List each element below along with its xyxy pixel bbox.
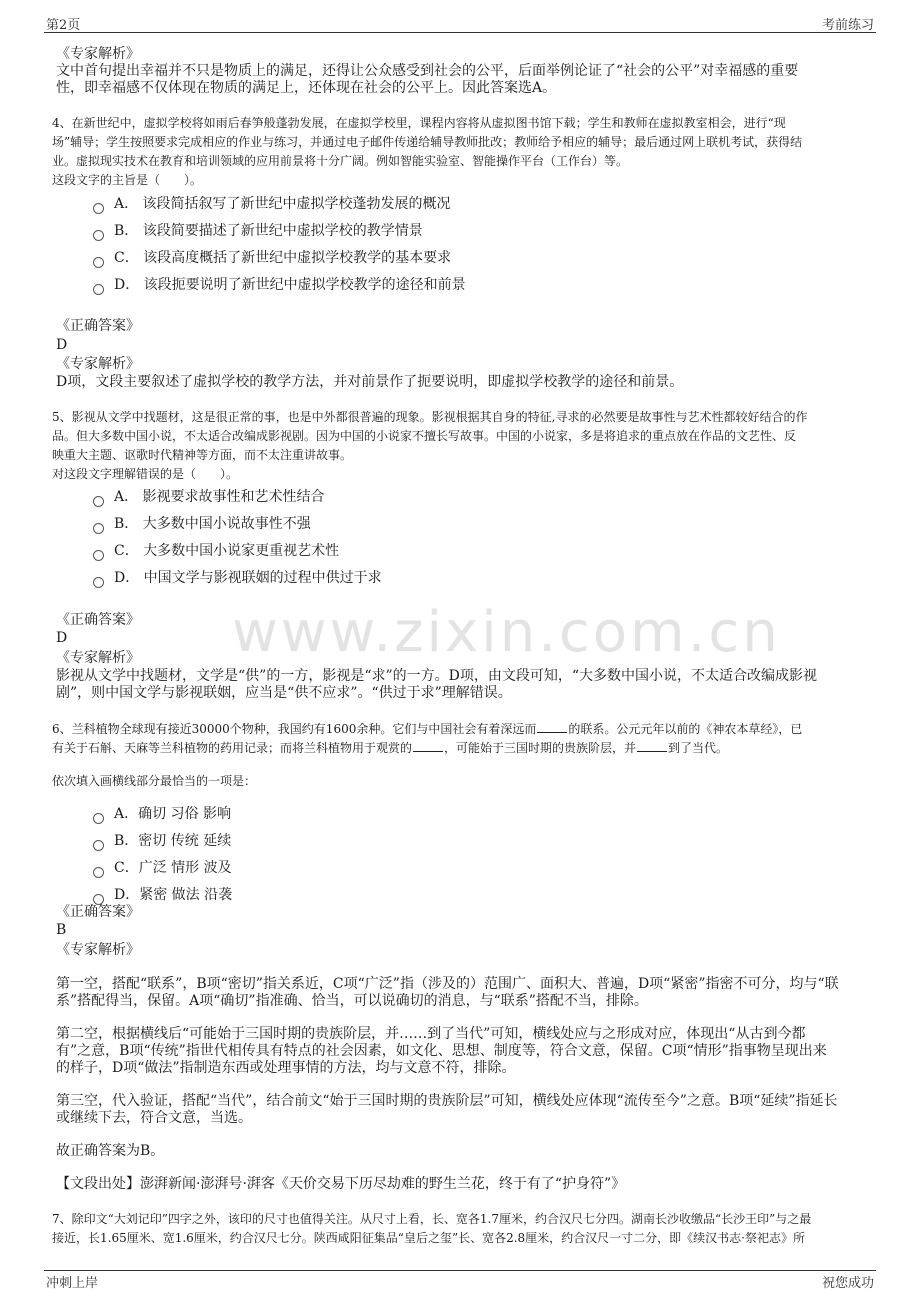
q6-expert-para2: 第二空，根据横线后“可能始于三国时期的贵族阶层，并……到了当代”可知，横线处应与之形成对应，体现出“从古到今都: [56, 1026, 806, 1042]
q6-expert-label: 《专家解析》: [56, 942, 140, 958]
q5-stem-line: 5、影视从文学中找题材，这是很正常的事，也是中外都很普遍的现象。影视根据其自身的特征,寻求的必然要是故事性与艺术性都较好结合的作: [52, 410, 808, 424]
q4-answer-label: 《正确答案》: [56, 318, 140, 334]
q5-question: 对这段文字理解错误的是（ ）。: [52, 467, 239, 481]
q5-answer: D: [56, 630, 68, 646]
q7-stem-line: 接近，长1.65厘米、宽1.6厘米，约合汉尺七分。陕西咸阳征集品“皇后之玺”长、宽各2.8厘米，约合汉尺一寸二分，即《续汉书志·祭祀志》所: [52, 1231, 805, 1245]
q5-stem-line: 品。但大多数中国小说，不太适合改编成影视剧。因为中国的小说家不擅长写故事。中国的小说家，多是将追求的重点放在作品的文艺性、反: [52, 429, 797, 443]
q4-option-d[interactable]: D． 该段扼要说明了新世纪中虚拟学校教学的途径和前景: [114, 277, 466, 293]
q6-option-b[interactable]: B．密切 传统 延续: [114, 833, 232, 849]
q5-option-c-radio[interactable]: [93, 550, 104, 561]
q4-option-b-radio[interactable]: [93, 230, 104, 241]
q4-stem-line: 4、在新世纪中，虚拟学校将如雨后春笋般蓬勃发展，在虚拟学校里，课程内容将从虚拟图书馆下载；学生和教师在虚拟教室相会，进行“现: [52, 116, 786, 130]
watermark: www.zixin.com.cn: [232, 600, 781, 665]
q5-answer-label: 《正确答案》: [56, 612, 140, 628]
q4-option-c[interactable]: C． 该段高度概括了新世纪中虚拟学校教学的基本要求: [114, 250, 452, 266]
q6-option-a-radio[interactable]: [93, 813, 104, 824]
q6-answer-label: 《正确答案》: [56, 904, 140, 920]
q4-option-c-radio[interactable]: [93, 257, 104, 268]
blank-3: [637, 738, 667, 752]
q6-option-c-radio[interactable]: [93, 867, 104, 878]
blank-1: [537, 719, 567, 733]
q6-stem-line: 6、兰科植物全球现有接近30000个物种，我国约有1600余种。它们与中国社会有着深远而 的联系。公元元年以前的《神农本草经》，已: [52, 719, 802, 739]
q7-stem-line: 7、除印文“大刘记印”四字之外，该印的尺寸也值得关注。从尺寸上看，长、宽各1.7厘米，约合汉尺七分四。湖南长沙收缴品“长沙王印”与之最: [52, 1212, 812, 1226]
q5-expert-line: 影视从文学中找题材，文学是“供”的一方，影视是“求”的一方。D项，由文段可知，“大多数中国小说，不太适合改编成影视: [56, 668, 818, 684]
q6-expert-para3: 或继续下去，符合文意，当选。: [56, 1110, 252, 1126]
q5-option-a[interactable]: A． 影视要求故事性和艺术性结合: [114, 489, 325, 505]
q6-expert-para3: 第三空，代入验证，搭配“当代”，结合前文“始于三国时期的贵族阶层”可知，横线处应体现“流传至今”之意。B项“延续”指延长: [56, 1093, 838, 1109]
q5-option-a-radio[interactable]: [93, 496, 104, 507]
q6-conclusion: 故正确答案为B。: [56, 1143, 165, 1159]
q4-option-a[interactable]: A． 该段简括叙写了新世纪中虚拟学校蓬勃发展的概况: [114, 196, 451, 212]
q4-question: 这段文字的主旨是（ ）。: [52, 173, 203, 187]
q4-option-a-radio[interactable]: [93, 203, 104, 214]
q5-option-d[interactable]: D． 中国文学与影视联姻的过程中供过于求: [114, 570, 382, 586]
q6-expert-para2: 有”之意，B项“传统”指世代相传具有特点的社会因素，如文化、思想、制度等，符合文意，保留。C项“情形”指事物呈现出来: [56, 1043, 827, 1059]
prev-expert-label: 《专家解析》: [56, 46, 140, 62]
q5-stem-line: 映重大主题、讴歌时代精神等方面，而不太注重讲故事。: [52, 448, 353, 462]
footer-divider: [44, 1270, 876, 1271]
blank-2: [413, 738, 443, 752]
q6-stem-line: 有关于石斛、天麻等兰科植物的药用记录；而将兰科植物用于观赏的 ，可能始于三国时期的贵族阶层，并 到了当代。: [52, 738, 728, 758]
q6-expert-para2: 的样子，D项“做法”指制造东西或处理事情的方法，均与文意不符，排除。: [56, 1060, 516, 1076]
q6-option-d[interactable]: D．紧密 做法 沿袭: [114, 887, 233, 903]
q6-answer: B: [56, 922, 67, 938]
q6-option-a[interactable]: A．确切 习俗 影响: [114, 806, 232, 822]
q4-answer: D: [56, 337, 68, 353]
q6-option-c[interactable]: C．广泛 情形 波及: [114, 860, 232, 876]
footer-right: 祝您成功: [821, 1276, 874, 1291]
q4-expert-line: D项，文段主要叙述了虚拟学校的教学方法，并对前景作了扼要说明，即虚拟学校教学的途径和前景。: [56, 374, 684, 390]
q6-expert-para1: 系”搭配得当，保留。A项“确切”指准确、恰当，可以说确切的消息，与“联系”搭配不当，排除。: [56, 993, 648, 1009]
q4-expert-label: 《专家解析》: [56, 356, 140, 372]
q5-option-d-radio[interactable]: [93, 577, 104, 588]
q5-option-b[interactable]: B． 大多数中国小说故事性不强: [114, 516, 311, 532]
header-title: 考前练习: [821, 18, 874, 33]
prev-expert-line: 文中首句提出幸福并不只是物质上的满足，还得让公众感受到社会的公平，后面举例论证了“社会的公平”对幸福感的重要: [56, 63, 799, 79]
q4-stem-line: 场”辅导；学生按照要求完成相应的作业与练习，并通过电子邮件传递给辅导教师批改；教师给予相应的辅导；最后通过网上联机考试，获得结: [52, 135, 803, 149]
q5-expert-line: 剧”，则中国文学与影视联姻，应当是“供不应求”。“供过于求”理解错误。: [56, 685, 512, 701]
q5-option-c[interactable]: C． 大多数中国小说家更重视艺术性: [114, 543, 340, 559]
q5-expert-label: 《专家解析》: [56, 650, 140, 666]
q6-question: 依次填入画横线部分最恰当的一项是：: [52, 774, 257, 788]
q4-stem-line: 业。虚拟现实技术在教育和培训领域的应用前景将十分广阔。例如智能实验室、智能操作平台（工作台）等。: [52, 154, 629, 168]
prev-expert-line: 性，即幸福感不仅体现在物质的满足上，还体现在社会的公平上。因此答案选A。: [56, 80, 557, 96]
q4-option-d-radio[interactable]: [93, 284, 104, 295]
q6-source: 【文段出处】澎湃新闻·澎湃号·湃客《天价交易下历尽劫难的野生兰花，终于有了“护身符”》: [56, 1176, 626, 1192]
footer-left: 冲刺上岸: [46, 1276, 99, 1291]
q4-option-b[interactable]: B． 该段简要描述了新世纪中虚拟学校的教学情景: [114, 223, 423, 239]
header-page-number: 第2页: [46, 18, 81, 33]
q5-option-b-radio[interactable]: [93, 523, 104, 534]
q6-option-b-radio[interactable]: [93, 840, 104, 851]
header-divider: [44, 32, 876, 33]
q6-expert-para1: 第一空，搭配“联系”，B项“密切”指关系近，C项“广泛”指（涉及的）范围广、面积大、普遍，D项“紧密”指密不可分，均与“联: [56, 976, 839, 992]
